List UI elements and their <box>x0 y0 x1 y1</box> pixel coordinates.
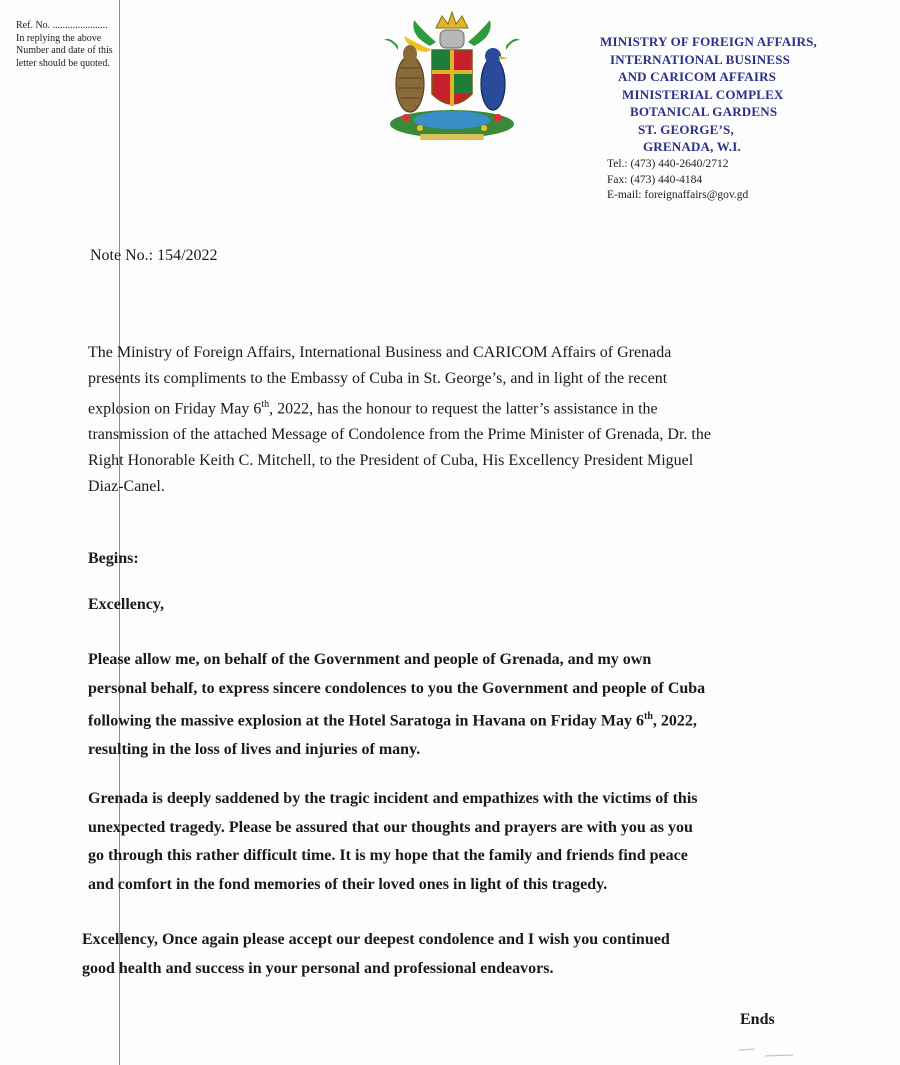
telephone: Tel.: (473) 440-2640/2712 <box>607 158 729 170</box>
intro-line: Diaz-Canel. <box>88 478 165 496</box>
message-paragraph-1 <box>88 646 705 764</box>
intro-line: The Ministry of Foreign Affairs, International Business and CARICOM Affairs of Grenada <box>88 344 672 361</box>
ref-instruction-line: letter should be quoted. <box>16 57 110 69</box>
address-line: INTERNATIONAL BUSINESS <box>610 51 791 67</box>
message-line: unexpected tragedy. Please be assured that our thoughts and prayers are with you as you <box>88 818 693 836</box>
ref-instruction-line: In replying the above <box>16 32 102 44</box>
intro-line: presents its compliments to the Embassy of Cuba in St. George’s, and in light of the recent <box>88 370 668 387</box>
fax: Fax: (473) 440-4184 <box>607 173 703 186</box>
ministry-address <box>600 33 890 156</box>
intro-line: transmission of the attached Message of Condolence from the Prime Minister of Grenada, Dr. the <box>88 426 711 444</box>
reference-block <box>16 20 141 70</box>
message-text: following the massive explosion at the Hotel Saratoga in Havana on Friday May 6 <box>88 712 644 730</box>
email: E-mail: foreignaffairs@gov.gd <box>607 189 749 201</box>
note-number: Note No.: 154/2022 <box>90 247 218 264</box>
message-paragraph-3 <box>82 926 670 983</box>
begins-heading: Begins: <box>88 550 139 567</box>
intro-text: explosion on Friday May 6 <box>88 400 262 418</box>
intro-text: , 2022, has the honour to request the latter’s assistance in the <box>269 400 658 418</box>
message-line: go through this rather difficult time. It is my hope that the family and friends find peace <box>88 847 688 864</box>
message-paragraph-2 <box>88 785 698 899</box>
intro-paragraph <box>88 340 711 500</box>
ends-marker: Ends <box>740 1011 775 1028</box>
contact-details <box>607 157 887 204</box>
ref-instruction-line: Number and date of this <box>16 45 113 56</box>
address-line: AND CARICOM AFFAIRS <box>618 69 777 84</box>
message-line <box>88 703 705 736</box>
address-line: MINISTRY OF FOREIGN AFFAIRS, <box>600 34 818 49</box>
salutation: Excellency, <box>88 596 164 613</box>
grenada-coat-of-arms-icon <box>380 6 525 146</box>
ordinal-suffix: th <box>644 711 653 722</box>
scan-artifact <box>735 1042 795 1062</box>
intro-line: Right Honorable Keith C. Mitchell, to the President of Cuba, His Excellency President Miguel <box>88 452 694 470</box>
message-text: , 2022, <box>652 712 697 730</box>
address-line: GRENADA, W.I. <box>643 139 741 154</box>
address-line: ST. GEORGE’S, <box>638 121 734 137</box>
ref-number-line: Ref. No. ...................... <box>16 20 108 31</box>
intro-line <box>88 392 711 422</box>
message-line: and comfort in the fond memories of their loved ones in light of this tragedy. <box>88 875 608 893</box>
ordinal-suffix: th <box>261 399 270 410</box>
message-line: good health and success in your personal and professional endeavors. <box>82 959 554 977</box>
message-line: Grenada is deeply saddened by the tragic incident and empathizes with the victims of this <box>88 790 698 807</box>
scan-margin-line <box>119 0 120 1065</box>
address-line: MINISTERIAL COMPLEX <box>622 86 784 102</box>
message-line: Please allow me, on behalf of the Government and people of Grenada, and my own <box>88 651 652 668</box>
message-line: Excellency, Once again please accept our deepest condolence and I wish you continued <box>82 931 670 948</box>
address-line: BOTANICAL GARDENS <box>630 104 778 119</box>
message-line: personal behalf, to express sincere condolences to you the Government and people of Cuba <box>88 679 706 697</box>
message-line: resulting in the loss of lives and injuries of many. <box>88 740 421 758</box>
